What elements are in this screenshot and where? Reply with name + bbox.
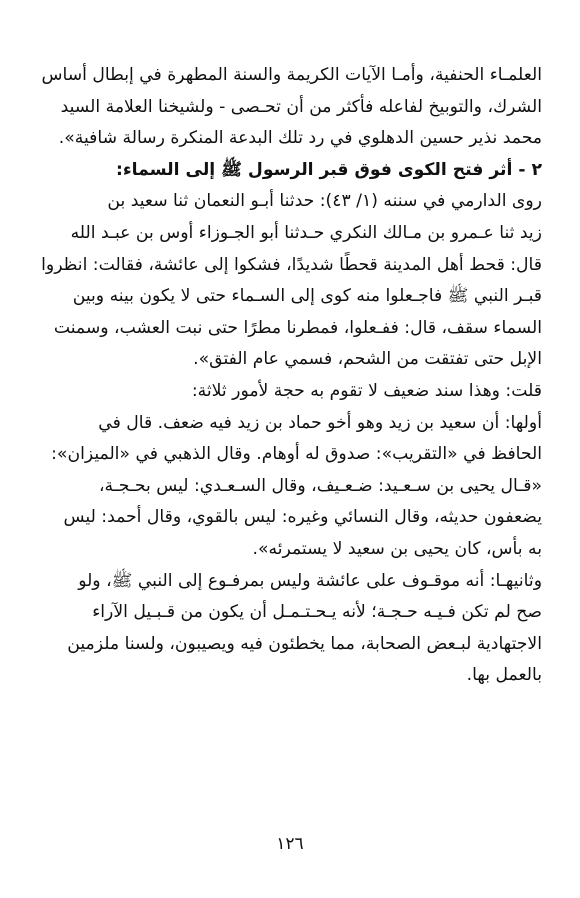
text-line: محمد نذير حسين الدهلوي في رد تلك البدعة المنكرة رسالة شافية». [58, 128, 542, 149]
text-line: بالعمل بها. [466, 665, 542, 686]
text-line: الحافظ في «التقريب»: صدوق له أوهام. وقال الذهبي في «الميزان»: [51, 444, 542, 465]
text-line: قبـر النبي ﷺ فاجـعلوا منه كوى إلى السـماء حتى لا يكون بينه وبين [72, 286, 542, 307]
text-line: زيد ثنا عـمرو بن مـالك النكري حـدثنا أبو الجـوزاء أوس بن عبـد الله [70, 222, 542, 243]
text-line: قلت: وهذا سند ضعيف لا تقوم به حجة لأمور ثلاثة: [191, 380, 542, 401]
text-line: الشرك، والتوبيخ لفاعله فأكثر من أن تحـصى - ولشيخنا العلامة السيد [60, 96, 542, 117]
text-line: وثانيهـا: أنه موقـوف على عائشة وليس بمرفـوع إلى النبي ﷺ، ولو [78, 570, 542, 591]
text-line: السماء سقف، قال: ففـعلوا، فمطرنا مطرًا حتى نبت العشب، وسمنت [53, 317, 542, 338]
text-line: روى الدارمي في سننه (١/ ٤٣): حدثنا أبـو النعمان ثنا سعيد بن [107, 191, 542, 212]
text-line: به بأس، كان يحيى بن سعيد لا يستمرئه». [252, 538, 542, 559]
body-text [38, 60, 542, 692]
text-line: الإبل حتى تفتقت من الشحم، فسمي عام الفتق». [193, 349, 542, 370]
text-line: الاجتهادية لبـعض الصحابة، مما يخطئون فيه ويصيبون، ولسنا ملزمين [67, 633, 542, 654]
text-line: صح لم تكن فـيـه حـجـة؛ لأنه يـحـتـمـل أن يكون من قـبـيل الآراء [92, 602, 542, 623]
text-line: قال: قحط أهل المدينة قحطًا شديدًا، فشكوا إلى عائشة، فقالت: انظروا [41, 254, 542, 275]
section-heading: ٢ - أثر فتح الكوى فوق قبر الرسول ﷺ إلى السماء: [116, 159, 542, 180]
text-line: «قـال يحيى بن سـعـيد: ضـعـيف، وقال السـعـدي: ليس بحـجـة، [98, 475, 542, 496]
page-number: ١٢٦ [276, 834, 304, 854]
text-line: يضعفون حديثه، وقال النسائي وغيره: ليس بالقوي، وقال أحمد: ليس [63, 507, 542, 528]
text-line: العلمـاء الحنفية، وأمـا الآيات الكريمة والسنة المطهرة في إبطال أساس [41, 65, 542, 85]
text-line: أولها: أن سعيد بن زيد وهو أخو حماد بن زيد فيه ضعف. قال في [98, 412, 542, 433]
